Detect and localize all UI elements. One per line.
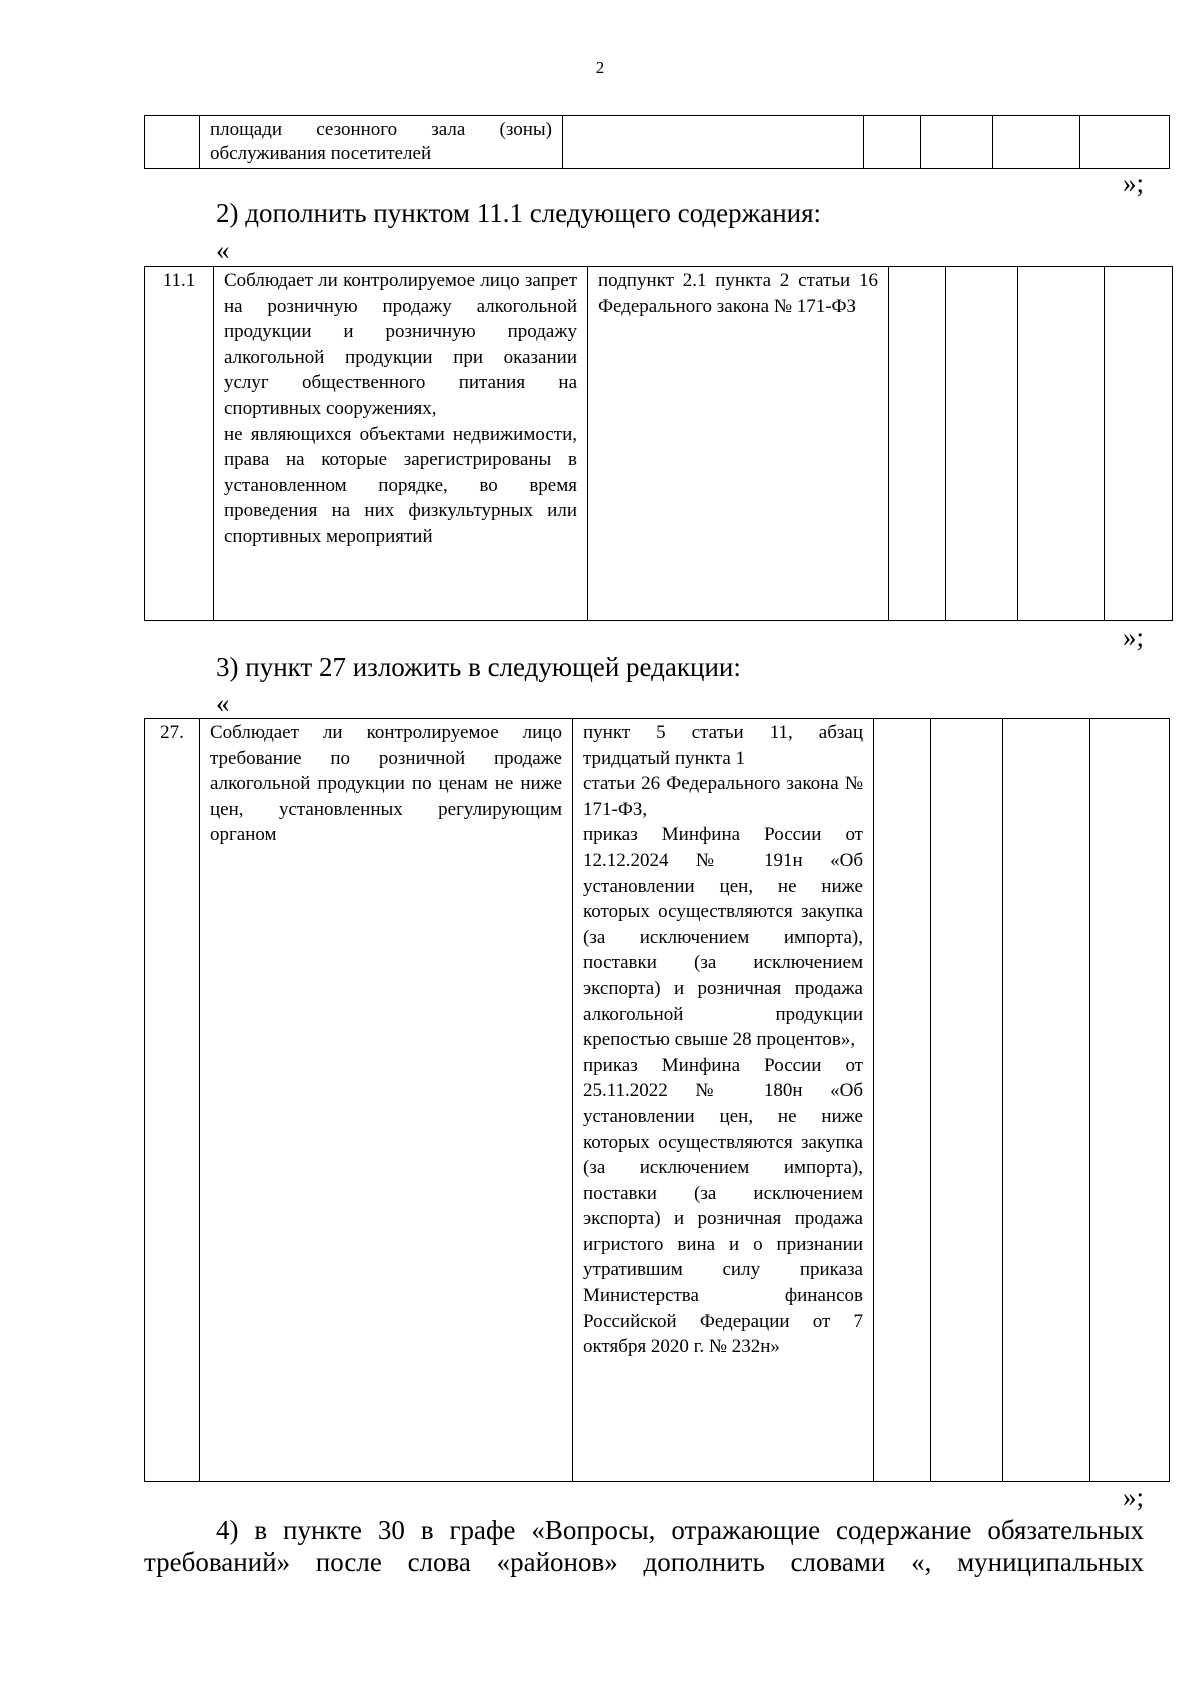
cell-empty	[1018, 267, 1105, 621]
cell-empty	[1003, 719, 1090, 1482]
section-2-heading: 2) дополнить пунктом 11.1 следующего содержания:	[216, 198, 822, 228]
cell-number: 27.	[145, 719, 200, 1482]
table-item-11-1	[144, 266, 1173, 621]
cell-number: 11.1	[145, 267, 214, 621]
page-number: 2	[595, 58, 605, 77]
cell-question: Соблюдает ли контролируемое лицо требование по розничной продаже алкогольной продукции по ценам не ниже цен, установленных регулирующим органом	[200, 719, 573, 1482]
cell-number	[145, 116, 200, 169]
cell-empty	[921, 116, 993, 169]
paragraph-line: 4) в пункте 30 в графе «Вопросы, отражающие содержание обязательных	[216, 1515, 1144, 1545]
cell-empty	[931, 719, 1003, 1482]
cell-empty	[1105, 267, 1173, 621]
table-previous-fragment	[144, 115, 1170, 169]
table-item-27	[144, 718, 1170, 1482]
section-4-paragraph	[144, 1514, 1144, 1578]
cell-reference: подпункт 2.1 пункта 2 статьи 16 Федерального закона № 171-ФЗ	[588, 267, 889, 621]
cell-empty	[889, 267, 946, 621]
cell-reference	[563, 116, 864, 169]
cell-question: Соблюдает ли контролируемое лицо запрет на розничную продажу алкогольной продукции и розничную продажу алкогольной продукции при оказании услуг общественного питания на спортивных сооружениях, не являющихся объектами недвижимости, права на которые зарегистрированы в установленном порядке, во время проведения на них физкультурных или спортивных мероприятий	[214, 267, 588, 621]
closing-quote: »;	[1122, 168, 1144, 198]
cell-empty	[1080, 116, 1170, 169]
cell-empty	[1090, 719, 1170, 1482]
closing-quote: »;	[1122, 1482, 1144, 1512]
paragraph-line: требований» после слова «районов» дополнить словами «, муниципальных	[144, 1547, 1144, 1577]
opening-quote: «	[216, 688, 230, 718]
cell-empty	[993, 116, 1080, 169]
cell-question: площади сезонного зала (зоны) обслуживания посетителей	[200, 116, 563, 169]
cell-empty	[864, 116, 921, 169]
cell-reference: пункт 5 статьи 11, абзац тридцатый пункта 1 статьи 26 Федерального закона № 171-ФЗ, приказ Минфина России от 12.12.2024 № 191н «Об установлении цен, не ниже которых осуществляются закупка (за исключением импорта), поставки (за исключением экспорта) и розничная продажа алкогольной продукции крепостью свыше 28 процентов», приказ Минфина России от 25.11.2022 № 180н «Об установлении цен, не ниже которых осуществляются закупка (за исключением импорта), поставки (за исключением экспорта) и розничная продажа игристого вина и о признании утратившим силу приказа Министерства финансов Российской Федерации от 7 октября 2020 г. № 232н»	[573, 719, 874, 1482]
closing-quote: »;	[1122, 622, 1144, 652]
opening-quote: «	[216, 235, 230, 265]
section-3-heading: 3) пункт 27 изложить в следующей редакции:	[216, 652, 741, 682]
cell-empty	[946, 267, 1018, 621]
cell-empty	[874, 719, 931, 1482]
